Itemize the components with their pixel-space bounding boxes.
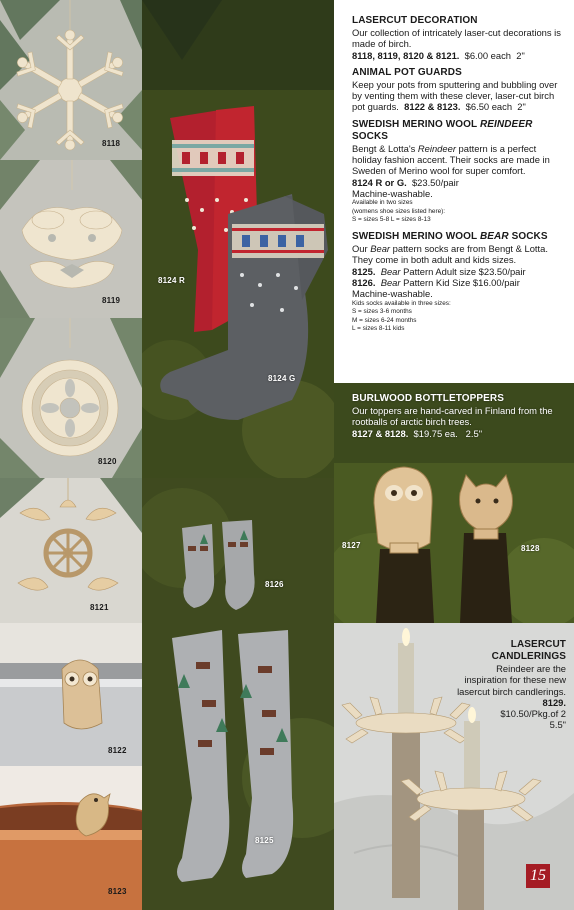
bear-socks-care: Machine-washable.: [352, 288, 433, 300]
bear-socks-photo: [142, 478, 334, 910]
lasercut-decoration-price-line: 8118, 8119, 8120 & 8121. $6.00 each 2": [352, 49, 525, 61]
item-code-8124r: 8124 R: [158, 276, 185, 285]
photo-reindeer-socks: [142, 0, 334, 478]
item-code-8127: 8127: [342, 541, 361, 550]
reindeer-socks-sizes-note2: (womens shoe sizes listed here):: [352, 207, 446, 215]
reindeer-socks-photo: [142, 0, 334, 478]
owl-pot-guard-photo: [0, 623, 142, 766]
bird-ornament-photo: [0, 160, 142, 318]
item-code-8125: 8125: [255, 836, 274, 845]
reindeer-socks-block: [352, 119, 564, 225]
bear-socks-adult-line: 8125. Bear Pattern Adult size $23.50/pair: [352, 265, 526, 277]
pot-guards-title: ANIMAL POT GUARDS: [352, 66, 462, 78]
bottletoppers-block: [352, 393, 567, 439]
candlerings-size: 5.5": [549, 719, 566, 731]
bear-socks-sizes-note: Kids socks available in three sizes:: [352, 299, 451, 307]
rosette-ornament-photo: [0, 318, 142, 478]
lasercut-decoration-desc: Our collection of intricately laser-cut decorations is made of birch.: [352, 27, 561, 50]
snowflake-ornament-photo: [0, 0, 142, 160]
photo-8119: [0, 160, 142, 318]
bottletoppers-title: BURLWOOD BOTTLETOPPERS: [352, 393, 505, 404]
candlerings-desc: Reindeer are the inspiration for these new lasercut birch candlerings.: [457, 663, 566, 697]
item-code-8128: 8128: [521, 544, 540, 553]
candlerings-price: $10.50/Pkg.of 2: [500, 708, 566, 720]
pot-guards-desc: Keep your pots from sputtering and bubbling over by venting them with these clever, laser-cut birch pot guards. 8122 & 8123. $6.50 each 2": [352, 78, 558, 113]
item-code-8124g: 8124 G: [268, 374, 296, 383]
photo-8121: [0, 478, 142, 623]
item-code-8119: 8119: [102, 296, 121, 305]
pot-guards-block: [352, 67, 564, 113]
product-descriptions: [352, 15, 564, 340]
item-code-8122: 8122: [108, 746, 127, 755]
bear-socks-size-l: L = sizes 8-11 kids: [352, 325, 405, 333]
photo-bear-socks: [142, 478, 334, 910]
bottletoppers-desc: Our toppers are hand-carved in Finland from the rootballs of arctic birch trees.: [352, 405, 553, 428]
photo-8120: [0, 318, 142, 478]
item-code-8118: 8118: [102, 139, 121, 148]
photo-8122: [0, 623, 142, 766]
reindeer-socks-sizes-note: Available in two sizes: [352, 199, 413, 207]
reindeer-socks-price-line: 8124 R or G. $23.50/pair: [352, 176, 459, 188]
lasercut-decoration-block: [352, 15, 564, 61]
reindeer-socks-care: Machine-washable.: [352, 187, 433, 199]
reindeer-socks-sizes: S = sizes 5-8 L = sizes 8-13: [352, 216, 431, 224]
ornament-column: [0, 0, 142, 910]
reindeer-socks-desc: Bengt & Lotta's Reindeer pattern is a perfect holiday fashion accent. Their socks are made in Sweden of Merino wool for super comfort.: [352, 142, 550, 177]
candlerings-block: [452, 639, 566, 731]
page-number: 15: [526, 864, 550, 888]
bear-socks-block: [352, 231, 564, 334]
bear-socks-size-m: M = sizes 6-24 months: [352, 316, 417, 324]
candlerings-title-line2: CANDLERINGS: [491, 651, 566, 662]
item-code-8123: 8123: [108, 887, 127, 896]
bear-socks-title: SWEDISH MERINO WOOL BEAR SOCKS: [352, 231, 548, 243]
candlerings-item: 8129.: [542, 696, 566, 708]
lasercut-decoration-title: LASERCUT DECORATION: [352, 15, 478, 26]
reindeer-socks-title: SWEDISH MERINO WOOL REINDEER SOCKS: [352, 118, 533, 142]
dove-wheel-ornament-photo: [0, 478, 142, 623]
item-code-8120: 8120: [98, 457, 117, 466]
bottletoppers-price-line: 8127 & 8128. $19.75 ea. 2.5": [352, 427, 483, 439]
bear-socks-kid-line: 8126. Bear Pattern Kid Size $16.00/pair: [352, 276, 520, 288]
candlerings-title-line1: LASERCUT: [510, 639, 566, 650]
photo-8118: [0, 0, 142, 160]
item-code-8121: 8121: [90, 603, 109, 612]
photo-8123: [0, 766, 142, 910]
bear-socks-size-s: S = sizes 3-6 months: [352, 308, 412, 316]
item-code-8126: 8126: [265, 580, 284, 589]
bear-socks-desc: Our Bear pattern socks are from Bengt & Lotta. They come in both adult and kids sizes.: [352, 243, 548, 266]
